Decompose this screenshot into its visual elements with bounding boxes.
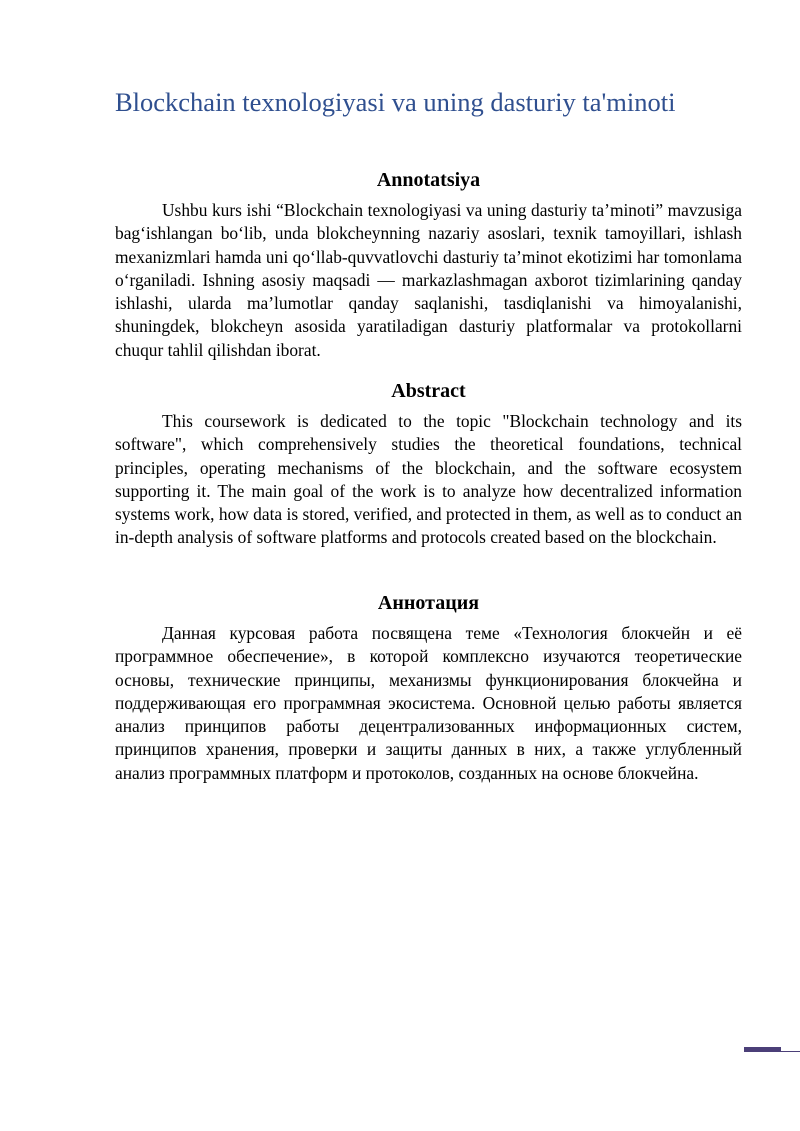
- annotation-ru-heading: Аннотация: [377, 592, 480, 614]
- annotation-uz-body: Ushbu kurs ishi “Blockchain texnologiyasi va uning dasturiy ta’minoti” mavzusiga bag‘ishlangan bo‘lib, unda blokcheynning nazariy asoslari, texnik tamoyillari, ishlash mexanizmlari hamda uni qo‘llab-quvvatlovchi dasturiy ta’minot ekotizimi har tomonlama o‘rganiladi. Ishning asosiy maqsadi — markazlashmagan axborot tizimlarining qanday ishlashi, ularda ma’lumotlar qanday saqlanishi, tasdiqlanishi va himoyalanishi, shuningdek, blokcheyn asosida yaratiladigan dasturiy platformalar va protokollarni chuqur tahlil qilishdan iborat.: [115, 200, 742, 360]
- annotation-uz-heading: Annotatsiya: [376, 169, 481, 191]
- annotation-ru-body: Данная курсовая работа посвящена теме «Технология блокчейн и её программное обеспечение», в которой комплексно изучаются теоретические основы, технические принципы, механизмы функционирования блокчейна и поддерживающая его программная экосистема. Основной целью работы является анализ принципов работы децентрализованных информационных систем, принципов хранения, проверки и защиты данных в них, а также углубленный анализ программных платформ и протоколов, созданных на основе блокчейна.: [115, 623, 742, 783]
- abstract-en-body: This coursework is dedicated to the topic "Blockchain technology and its software", which comprehensively studies the theoretical foundations, technical principles, operating mechanisms of the blockchain, and the software ecosystem supporting it. The main goal of the work is to analyze how decentralized information systems work, how data is stored, verified, and protected in them, as well as to conduct an in-depth analysis of software platforms and protocols created based on the blockchain.: [115, 411, 742, 548]
- abstract-en-section: [115, 378, 742, 550]
- annotation-ru-section: [115, 590, 742, 785]
- footer-rule-line: [744, 1051, 800, 1052]
- document-title: Blockchain texnologiyasi va uning dasturiy ta'minoti: [115, 87, 676, 117]
- abstract-en-heading: Abstract: [391, 380, 466, 402]
- annotation-uz-section: [115, 167, 742, 362]
